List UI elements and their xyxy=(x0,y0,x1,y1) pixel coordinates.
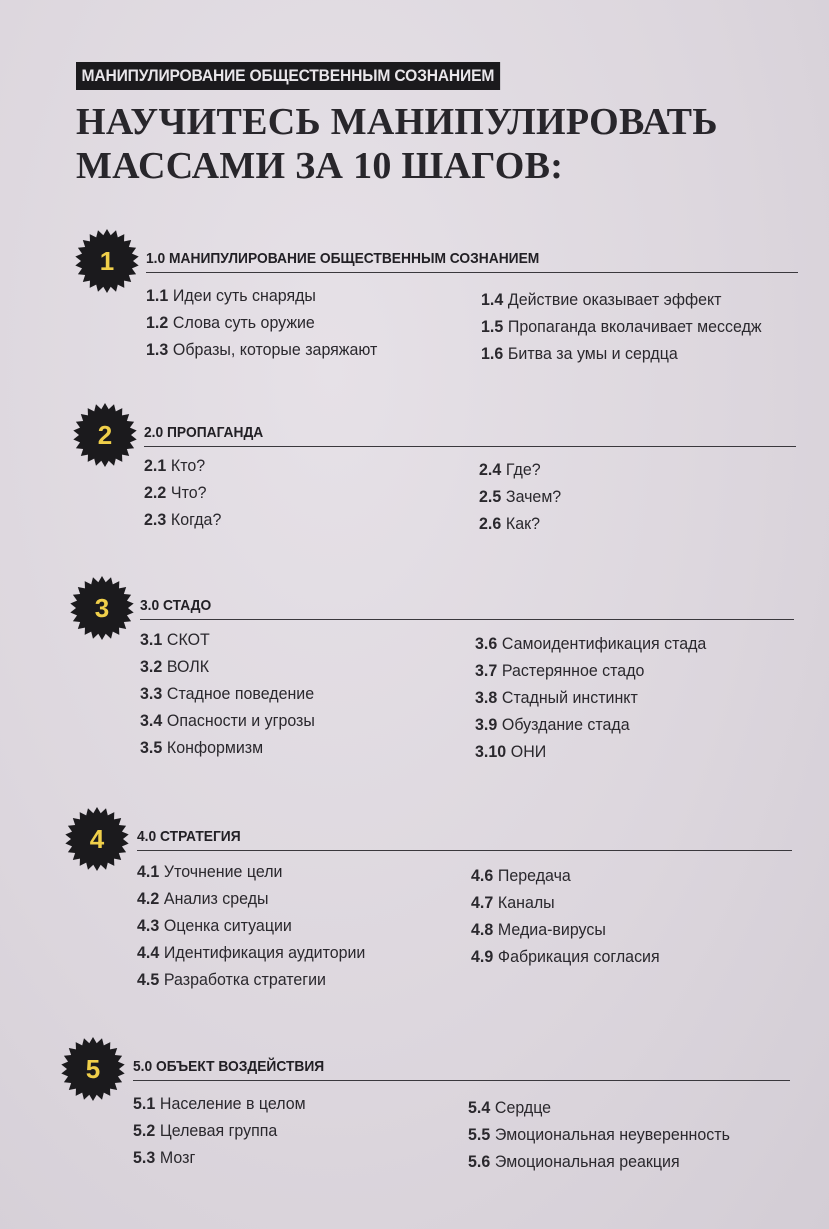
item-number: 5.3 xyxy=(133,1148,156,1167)
item-number: 3.1 xyxy=(140,630,163,649)
item-text: ОНИ xyxy=(510,742,547,761)
section-number: 3 xyxy=(94,593,110,623)
item-text: СКОТ xyxy=(166,630,210,649)
list-item xyxy=(468,1121,730,1148)
item-number: 5.6 xyxy=(468,1152,491,1171)
list-item xyxy=(144,479,221,506)
list-item xyxy=(468,1148,730,1175)
item-text: Зачем? xyxy=(505,487,562,506)
section-column-right xyxy=(471,862,672,970)
list-item xyxy=(133,1117,306,1144)
list-item xyxy=(475,711,706,738)
list-item xyxy=(471,916,660,943)
section-column-left xyxy=(144,452,226,533)
item-number: 2.5 xyxy=(479,487,502,506)
item-number: 3.8 xyxy=(475,688,498,707)
item-number: 4.5 xyxy=(137,970,160,989)
item-text: Оценка ситуации xyxy=(163,916,292,935)
item-text: Идентификация аудитории xyxy=(163,943,366,962)
item-number: 2.1 xyxy=(144,456,167,475)
section-divider xyxy=(137,850,792,851)
item-number: 5.1 xyxy=(133,1094,156,1113)
list-item xyxy=(133,1090,306,1117)
item-text: Эмоциональная реакция xyxy=(494,1152,680,1171)
list-item xyxy=(140,680,315,707)
item-text: Сердце xyxy=(494,1098,552,1117)
list-item xyxy=(479,483,561,510)
title-line-2: МАССАМИ ЗА 10 ШАГОВ: xyxy=(76,145,564,187)
item-number: 1.5 xyxy=(481,317,504,336)
item-number: 1.3 xyxy=(146,340,169,359)
item-text: Действие оказывает эффект xyxy=(507,290,722,309)
item-text: Разработка стратегии xyxy=(163,970,326,989)
item-text: Передача xyxy=(497,866,571,885)
item-text: Население в целом xyxy=(159,1094,306,1113)
section-column-right xyxy=(475,630,721,765)
list-item xyxy=(137,858,365,885)
list-item xyxy=(137,939,365,966)
section-column-right xyxy=(468,1094,747,1175)
section-number: 2 xyxy=(97,420,113,450)
section-column-left xyxy=(133,1090,317,1171)
item-text: Фабрикация согласия xyxy=(497,947,660,966)
item-number: 3.5 xyxy=(140,738,163,757)
list-item xyxy=(471,889,660,916)
item-text: Растерянное стадо xyxy=(501,661,645,680)
list-item xyxy=(137,966,365,993)
list-item xyxy=(475,630,706,657)
item-number: 4.2 xyxy=(137,889,160,908)
section-badge xyxy=(64,806,130,872)
item-number: 1.6 xyxy=(481,344,504,363)
item-text: Конформизм xyxy=(166,738,264,757)
list-item xyxy=(475,684,706,711)
item-number: 4.3 xyxy=(137,916,160,935)
item-text: Эмоциональная неуверенность xyxy=(494,1125,730,1144)
section-number: 5 xyxy=(85,1054,101,1084)
item-number: 3.7 xyxy=(475,661,498,680)
item-text: Где? xyxy=(505,460,541,479)
item-text: Стадный инстинкт xyxy=(501,688,638,707)
list-item xyxy=(144,452,221,479)
item-text: Целевая группа xyxy=(159,1121,278,1140)
item-number: 3.3 xyxy=(140,684,163,703)
section-number: 1 xyxy=(99,246,115,276)
section-title: 4.0 СТРАТЕГИЯ xyxy=(137,828,241,845)
list-item xyxy=(481,286,762,313)
item-text: Уточнение цели xyxy=(163,862,283,881)
list-item xyxy=(144,506,221,533)
section-column-left xyxy=(140,626,326,761)
item-text: Анализ среды xyxy=(163,889,269,908)
section-title: 5.0 ОБЪЕКТ ВОЗДЕЙСТВИЯ xyxy=(133,1058,325,1075)
title-line-1: НАУЧИТЕСЬ МАНИПУЛИРОВАТЬ xyxy=(76,101,718,143)
item-text: Каналы xyxy=(497,893,555,912)
section-badge xyxy=(72,402,138,468)
item-number: 3.9 xyxy=(475,715,498,734)
list-item xyxy=(481,340,762,367)
list-item xyxy=(137,885,365,912)
list-item xyxy=(471,943,660,970)
section-number: 4 xyxy=(89,824,105,854)
item-text: Самоидентификация стада xyxy=(501,634,707,653)
item-number: 3.4 xyxy=(140,711,163,730)
section-column-left xyxy=(137,858,380,993)
item-text: Кто? xyxy=(170,456,206,475)
item-text: Когда? xyxy=(170,510,222,529)
section-title: 1.0 МАНИПУЛИРОВАНИЕ ОБЩЕСТВЕННЫМ СОЗНАНИЕМ xyxy=(146,250,540,267)
item-number: 2.4 xyxy=(479,460,502,479)
item-text: Битва за умы и сердца xyxy=(507,344,678,363)
list-item xyxy=(146,282,377,309)
item-text: Обуздание стада xyxy=(501,715,630,734)
item-number: 3.10 xyxy=(475,742,507,761)
item-text: Что? xyxy=(170,483,207,502)
section-badge xyxy=(74,228,140,294)
list-item xyxy=(475,738,706,765)
item-number: 2.2 xyxy=(144,483,167,502)
item-number: 4.7 xyxy=(471,893,494,912)
section-divider xyxy=(146,272,798,273)
list-item xyxy=(140,707,315,734)
item-number: 4.1 xyxy=(137,862,160,881)
item-text: Идеи суть снаряды xyxy=(172,286,316,305)
item-number: 5.5 xyxy=(468,1125,491,1144)
item-number: 3.6 xyxy=(475,634,498,653)
section-column-left xyxy=(146,282,392,363)
item-number: 5.2 xyxy=(133,1121,156,1140)
list-item xyxy=(133,1144,306,1171)
section-divider xyxy=(133,1080,790,1081)
list-item xyxy=(475,657,706,684)
item-text: Мозг xyxy=(159,1148,196,1167)
item-text: Медиа-вирусы xyxy=(497,920,606,939)
list-item xyxy=(137,912,365,939)
item-number: 1.1 xyxy=(146,286,169,305)
section-column-right xyxy=(479,456,566,537)
item-number: 1.4 xyxy=(481,290,504,309)
item-number: 1.2 xyxy=(146,313,169,332)
item-number: 2.6 xyxy=(479,514,502,533)
item-text: Пропаганда вколачивает месседж xyxy=(507,317,762,336)
section-divider xyxy=(144,446,796,447)
kicker-label: МАНИПУЛИРОВАНИЕ ОБЩЕСТВЕННЫМ СОЗНАНИЕМ xyxy=(76,62,500,90)
list-item xyxy=(468,1094,730,1121)
item-number: 5.4 xyxy=(468,1098,491,1117)
item-text: Опасности и угрозы xyxy=(166,711,315,730)
list-item xyxy=(146,309,377,336)
section-badge xyxy=(60,1036,126,1102)
list-item xyxy=(479,456,561,483)
list-item xyxy=(140,734,315,761)
item-number: 4.4 xyxy=(137,943,160,962)
section-title: 3.0 СТАДО xyxy=(140,597,212,614)
list-item xyxy=(140,653,315,680)
item-text: Стадное поведение xyxy=(166,684,315,703)
item-number: 2.3 xyxy=(144,510,167,529)
item-number: 3.2 xyxy=(140,657,163,676)
item-number: 4.8 xyxy=(471,920,494,939)
item-text: Слова суть оружие xyxy=(172,313,315,332)
section-badge xyxy=(69,575,135,641)
item-text: Образы, которые заряжают xyxy=(172,340,378,359)
list-item xyxy=(481,313,762,340)
item-number: 4.6 xyxy=(471,866,494,885)
section-column-right xyxy=(481,286,780,367)
list-item xyxy=(140,626,315,653)
list-item xyxy=(471,862,660,889)
list-item xyxy=(146,336,377,363)
section-title: 2.0 ПРОПАГАНДА xyxy=(144,424,264,441)
item-text: ВОЛК xyxy=(166,657,210,676)
list-item xyxy=(479,510,561,537)
item-number: 4.9 xyxy=(471,947,494,966)
item-text: Как? xyxy=(505,514,540,533)
section-divider xyxy=(140,619,794,620)
